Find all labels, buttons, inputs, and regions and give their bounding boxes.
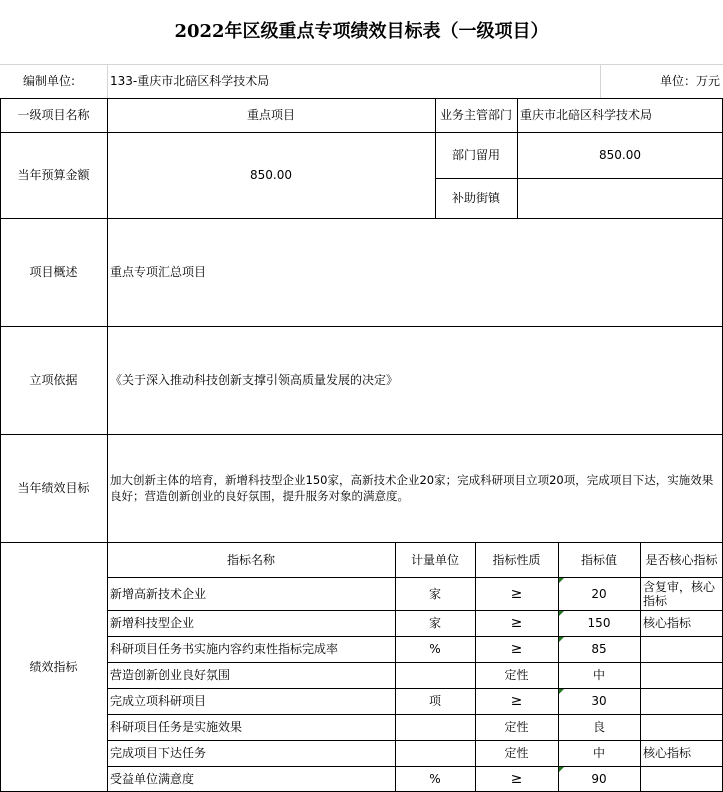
indicator-row-1-unit: 家	[428, 586, 441, 601]
indicator-row-4-core	[640, 662, 723, 688]
indicator-row-6-value: 良	[592, 720, 605, 734]
indicator-row-2-name: 新增科技型企业	[110, 616, 195, 630]
indicator-row-2-nature: ≥	[510, 615, 523, 631]
indicator-row-5-name: 完成立项科研项目	[110, 694, 207, 708]
project-name-label: 一级项目名称	[17, 108, 90, 122]
indicator-row-6-core	[640, 714, 723, 740]
basis-value: 《关于深入推动科技创新支撑引领高质量发展的决定》	[110, 373, 399, 387]
col-header-core: 是否核心指标	[645, 552, 718, 567]
indicator-row-4-value: 中	[592, 668, 605, 682]
indicator-row-6-name: 科研项目任务是实施效果	[110, 720, 243, 734]
indicator-row-1-name: 新增高新技术企业	[110, 586, 207, 601]
indicator-row-8-name: 受益单位满意度	[110, 771, 195, 786]
budget-amount: 850.00	[250, 168, 292, 182]
indicator-row-6-nature: 定性	[504, 720, 529, 734]
project-name-value: 重点项目	[246, 108, 295, 122]
goal-value: 加大创新主体的培育，新增科技型企业150家，高新技术企业20家；完成科研项目立项20项，完成项目下达，实施效果良好；营造创新创业的良好氛围，提升服务对象的满意度。	[110, 473, 714, 503]
currency-unit: 单位：万元	[659, 74, 720, 88]
indicator-row-8-unit: %	[429, 771, 441, 786]
basis-label: 立项依据	[29, 373, 78, 387]
indicator-row-3-unit: %	[429, 642, 441, 656]
indicator-row-8-nature: ≥	[510, 770, 523, 787]
retained-value: 850.00	[599, 148, 641, 162]
subsidy-label: 补助街镇	[451, 191, 500, 205]
goal-label: 当年绩效目标	[17, 481, 90, 495]
col-header-name: 指标名称	[226, 552, 275, 567]
indicators-label: 绩效指标	[29, 659, 78, 674]
indicator-row-1-nature: ≥	[510, 585, 523, 602]
indicator-row-4-name: 营造创新创业良好氛围	[110, 668, 231, 682]
indicator-row-5-nature: ≥	[510, 693, 523, 709]
retained-label: 部门留用	[451, 148, 500, 162]
subsidy-value	[517, 178, 723, 218]
indicator-row-6-unit	[395, 714, 475, 740]
overview-label: 项目概述	[29, 265, 78, 279]
unit-label: 编制单位:	[23, 74, 76, 88]
indicator-row-2-value: 150	[587, 616, 611, 630]
indicator-row-1-core: 含复审，核心指标	[643, 579, 716, 608]
indicator-row-3-name: 科研项目任务书实施内容约束性指标完成率	[110, 642, 339, 656]
indicator-row-8-value: 90	[591, 771, 607, 786]
budget-label: 当年预算金额	[17, 168, 90, 182]
indicator-row-5-core	[640, 688, 723, 714]
indicator-row-4-nature: 定性	[504, 668, 529, 682]
overview-value: 重点专项汇总项目	[110, 265, 207, 279]
indicator-row-7-value: 中	[592, 746, 605, 760]
dept-value: 重庆市北碚区科学技术局	[520, 108, 653, 122]
indicator-row-7-core: 核心指标	[643, 746, 692, 760]
indicator-row-7-unit	[395, 740, 475, 766]
indicator-row-2-unit: 家	[428, 616, 441, 630]
col-header-unit: 计量单位	[410, 552, 459, 567]
unit-value: 133-重庆市北碚区科学技术局	[110, 74, 270, 88]
indicator-row-5-value: 30	[591, 694, 607, 708]
col-header-nature: 指标性质	[492, 552, 541, 567]
indicator-row-3-core	[640, 636, 723, 662]
indicator-row-4-unit	[395, 662, 475, 688]
indicator-row-7-name: 完成项目下达任务	[110, 746, 207, 760]
indicator-row-8-core	[640, 766, 723, 791]
indicator-row-2-core: 核心指标	[643, 616, 692, 630]
indicator-row-7-nature: 定性	[504, 746, 529, 760]
col-header-value: 指标值	[580, 552, 617, 567]
indicator-row-5-unit: 项	[428, 694, 441, 708]
indicator-row-3-value: 85	[591, 642, 607, 656]
indicator-row-3-nature: ≥	[510, 641, 523, 657]
indicator-row-1-value: 20	[591, 586, 607, 601]
page-title: 2022年区级重点专项绩效目标表（一级项目）	[174, 21, 549, 42]
dept-label: 业务主管部门	[439, 108, 512, 122]
